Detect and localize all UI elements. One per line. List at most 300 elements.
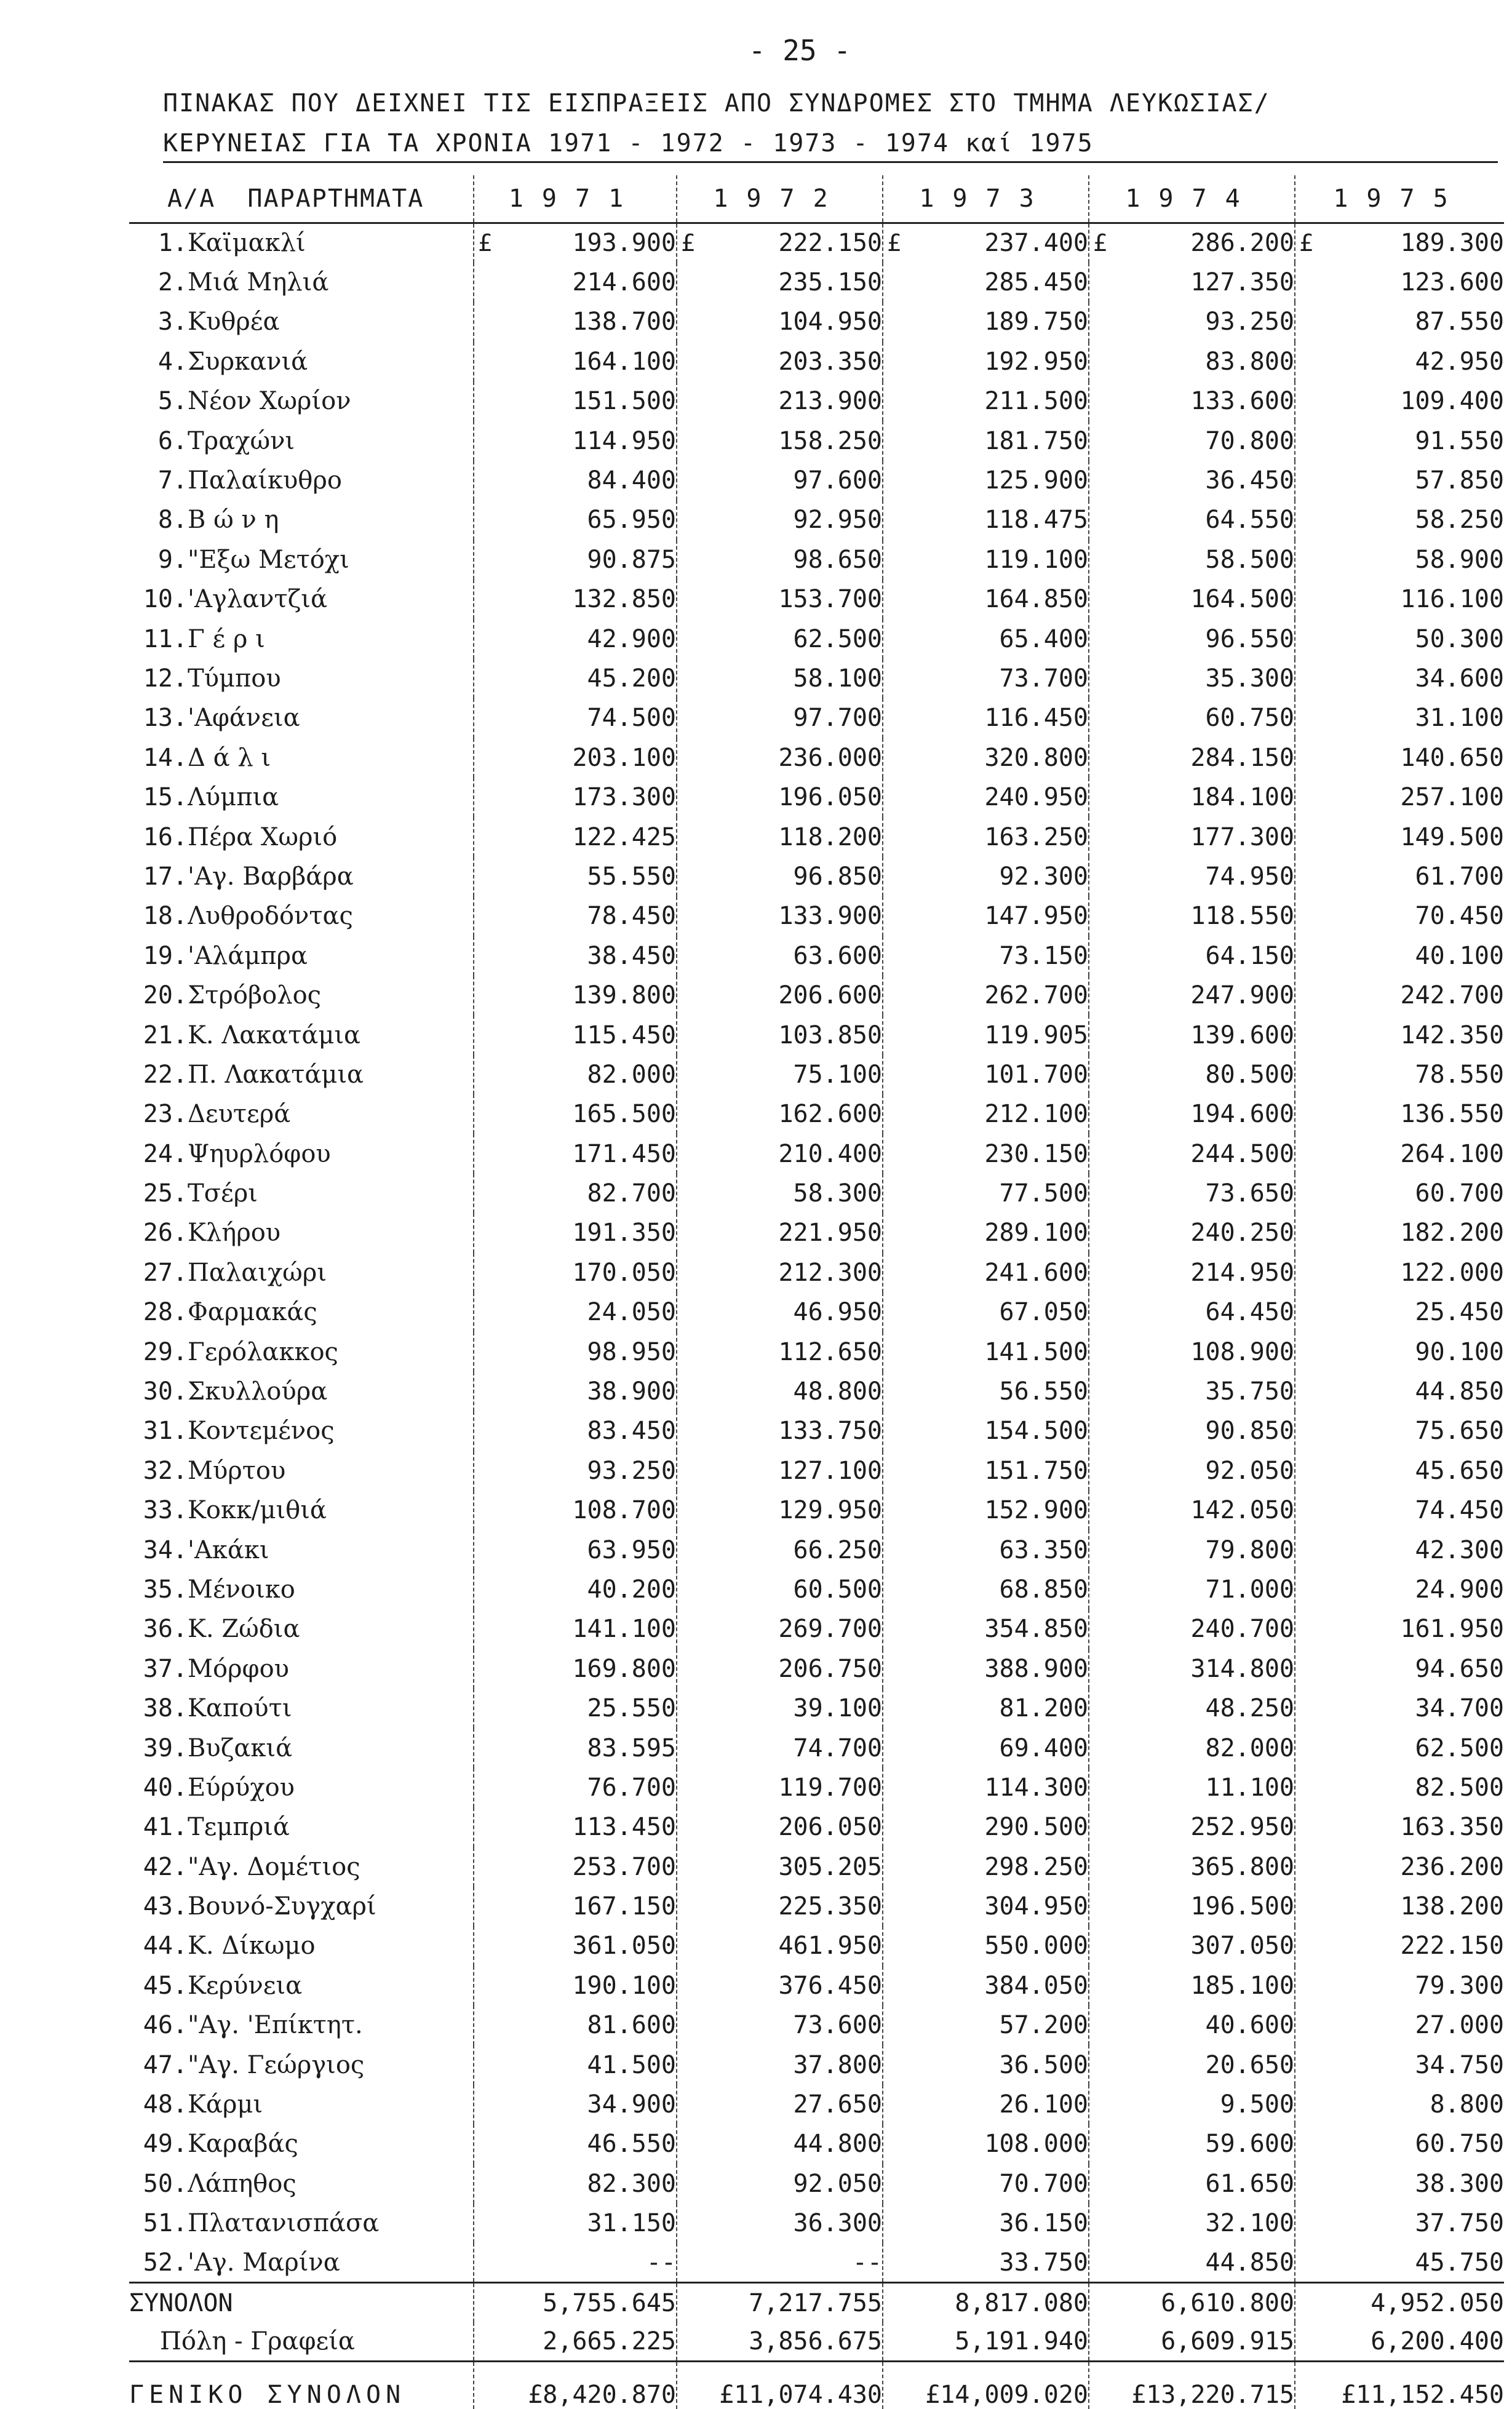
- branch-name: "Αγ. Γεώργιος: [188, 2050, 365, 2079]
- amount-cell: [1295, 381, 1504, 421]
- amount-value: 69.400: [999, 1734, 1089, 1762]
- amount-cell: [677, 302, 883, 341]
- amount-cell: [677, 1807, 883, 1847]
- row-number: 34.: [143, 1535, 188, 1564]
- amount-cell: [1089, 1530, 1295, 1569]
- amount-cell: [1295, 1966, 1504, 2005]
- amount-cell: [1089, 1055, 1295, 1094]
- amount-value: 82.700: [587, 1179, 677, 1208]
- amount-cell: [1089, 1689, 1295, 1728]
- amount-value: 253.700: [572, 1852, 677, 1881]
- amount-cell: [677, 896, 883, 936]
- branch-name: Σκυλλούρα: [188, 1377, 328, 1406]
- amount-value: 211.500: [984, 387, 1089, 416]
- table-row: [129, 1292, 1504, 1332]
- table-row: [129, 461, 1504, 500]
- amount-value: 70.700: [999, 2169, 1089, 2198]
- amount-value: 92.050: [1205, 1456, 1295, 1485]
- table-row: [129, 223, 1504, 263]
- totals-section: [129, 2283, 1504, 2409]
- row-number: 37.: [143, 1654, 188, 1683]
- amount-value: 63.600: [793, 941, 883, 970]
- amount-value: 191.350: [572, 1219, 677, 1248]
- amount-value: 461.950: [778, 1932, 883, 1961]
- table-row: [129, 619, 1504, 658]
- amount-cell: [1295, 738, 1504, 778]
- amount-value: 203.350: [778, 347, 883, 376]
- amount-value: 138.700: [572, 308, 677, 336]
- grand-total-value: £14,009.020: [883, 2362, 1089, 2409]
- amount-value: 164.100: [572, 347, 677, 376]
- amount-value: 206.050: [778, 1813, 883, 1842]
- row-number: 39.: [143, 1734, 188, 1762]
- amount-cell: [677, 1174, 883, 1213]
- amount-cell: [883, 619, 1089, 658]
- amount-value: 225.350: [778, 1892, 883, 1921]
- row-number: 14.: [143, 743, 188, 772]
- row-number: 41.: [143, 1813, 188, 1842]
- amount-cell: [1089, 1966, 1295, 2005]
- amount-cell: [1295, 1926, 1504, 1965]
- branch-name: Κλήρου: [188, 1219, 281, 1248]
- amount-value: 285.450: [984, 268, 1089, 297]
- amount-cell: [883, 698, 1089, 738]
- row-number: 33.: [143, 1496, 188, 1525]
- city-office-value: 6,200.400: [1295, 2322, 1504, 2362]
- branch-name: Καϊμακλί: [188, 229, 306, 258]
- amount-cell: [677, 2204, 883, 2243]
- table-row: [129, 1570, 1504, 1609]
- amount-cell: [1295, 579, 1504, 619]
- amount-cell: [1089, 1253, 1295, 1292]
- amount-value: 221.950: [778, 1219, 883, 1248]
- branch-name: Δ ά λ ι: [188, 743, 271, 772]
- amount-value: 96.850: [793, 862, 883, 891]
- amount-cell: [1089, 2164, 1295, 2204]
- branch-name: Βυζακιά: [188, 1734, 293, 1762]
- header-row: [129, 175, 1504, 223]
- table-row: [129, 1491, 1504, 1530]
- amount-cell: [474, 1411, 677, 1451]
- amount-value: 36.300: [793, 2209, 883, 2238]
- branch-name: "Αγ. Δομέτιος: [188, 1852, 360, 1881]
- table-row: [129, 936, 1504, 976]
- amount-cell: [474, 2005, 677, 2045]
- amount-value: 241.600: [984, 1258, 1089, 1287]
- city-office-label: Πόλη - Γραφεία: [129, 2322, 474, 2362]
- branch-name: Ψηυρλόφου: [188, 1139, 331, 1168]
- amount-cell: [883, 976, 1089, 1015]
- amount-value: 36.500: [999, 2050, 1089, 2079]
- amount-cell: [883, 421, 1089, 460]
- amount-cell: [1295, 2204, 1504, 2243]
- amount-value: 154.500: [984, 1417, 1089, 1446]
- amount-cell: [474, 896, 677, 936]
- amount-value: 11.100: [1205, 1773, 1295, 1802]
- amount-cell: [474, 1134, 677, 1173]
- amount-value: 64.550: [1205, 506, 1295, 535]
- amount-cell: [1089, 1015, 1295, 1054]
- amount-value: 61.700: [1415, 862, 1505, 891]
- amount-value: 93.250: [587, 1456, 677, 1485]
- amount-value: 129.950: [778, 1496, 883, 1525]
- row-number: 7.: [157, 466, 188, 495]
- amount-cell: [1295, 1213, 1504, 1252]
- amount-cell: [1295, 1728, 1504, 1767]
- amount-cell: [883, 1570, 1089, 1609]
- amount-cell: [883, 1253, 1089, 1292]
- amount-cell: [474, 936, 677, 976]
- amount-value: 118.200: [778, 822, 883, 851]
- amount-value: 284.150: [1190, 743, 1295, 772]
- amount-cell: [1295, 1689, 1504, 1728]
- branch-name: Δευτερά: [188, 1100, 291, 1129]
- amount-cell: [677, 1768, 883, 1807]
- amount-cell: [474, 976, 677, 1015]
- table-row: [129, 1768, 1504, 1807]
- amount-cell: [883, 2164, 1089, 2204]
- amount-value: 60.750: [1415, 2130, 1505, 2159]
- amount-value: 58.500: [1205, 545, 1295, 574]
- amount-cell: [1089, 1094, 1295, 1134]
- amount-value: 25.450: [1415, 1298, 1505, 1327]
- amount-cell: [474, 2204, 677, 2243]
- amount-cell: [1295, 778, 1504, 817]
- amount-cell: [883, 1966, 1089, 2005]
- amount-cell: [1295, 2085, 1504, 2124]
- amount-value: 79.300: [1415, 1971, 1505, 2000]
- row-number: 5.: [157, 387, 188, 416]
- table-row: [129, 1807, 1504, 1847]
- amount-value: 376.450: [778, 1971, 883, 2000]
- amount-value: 42.950: [1415, 347, 1505, 376]
- branch-name: 'Αλάμπρα: [188, 941, 308, 970]
- amount-cell: [883, 1768, 1089, 1807]
- amount-value: 212.100: [984, 1100, 1089, 1129]
- amount-cell: [474, 540, 677, 579]
- branch-name: 'Ακάκι: [188, 1535, 269, 1564]
- amount-cell: [1089, 1768, 1295, 1807]
- amount-cell: [1295, 619, 1504, 658]
- amount-value: 163.350: [1400, 1813, 1505, 1842]
- amount-cell: [1295, 857, 1504, 896]
- row-number: 20.: [143, 981, 188, 1010]
- subscriptions-table: [129, 175, 1504, 2409]
- amount-cell: [1089, 1491, 1295, 1530]
- amount-cell: [474, 1728, 677, 1767]
- table-row: [129, 1253, 1504, 1292]
- header-index: Α/Α: [167, 185, 216, 213]
- grand-total-value: £13,220.715: [1089, 2362, 1295, 2409]
- amount-cell: [1089, 1411, 1295, 1451]
- amount-value: 83.595: [587, 1734, 677, 1762]
- amount-value: 123.600: [1400, 268, 1505, 297]
- amount-value: 42.300: [1415, 1535, 1505, 1564]
- amount-cell: [883, 1689, 1089, 1728]
- row-number: 36.: [143, 1615, 188, 1644]
- branch-name: "Αγ. 'Επίκτητ.: [188, 2011, 363, 2040]
- amount-value: 177.300: [1190, 822, 1295, 851]
- amount-value: 173.300: [572, 783, 677, 812]
- amount-value: 87.550: [1415, 308, 1505, 336]
- amount-value: 142.050: [1190, 1496, 1295, 1525]
- amount-value: 108.000: [984, 2130, 1089, 2159]
- amount-cell: [677, 342, 883, 381]
- branch-name: Πέρα Χωριό: [188, 822, 338, 851]
- amount-cell: [1089, 302, 1295, 341]
- amount-cell: [1089, 1649, 1295, 1689]
- amount-value: 185.100: [1190, 1971, 1295, 2000]
- amount-value: 65.950: [587, 506, 677, 535]
- table-row: [129, 1372, 1504, 1411]
- amount-cell: [474, 619, 677, 658]
- amount-cell: [1089, 1292, 1295, 1332]
- table-row: [129, 1689, 1504, 1728]
- amount-value: 60.750: [1205, 704, 1295, 733]
- amount-cell: [1295, 1094, 1504, 1134]
- amount-cell: [677, 263, 883, 302]
- amount-cell: [1295, 342, 1504, 381]
- amount-cell: [677, 1411, 883, 1451]
- branch-name: Κ. Ζώδια: [188, 1615, 300, 1644]
- amount-cell: [474, 1094, 677, 1134]
- branch-name: Λάπηθος: [188, 2169, 296, 2198]
- amount-cell: [883, 1649, 1089, 1689]
- amount-value: 240.250: [1190, 1219, 1295, 1248]
- amount-cell: [677, 2005, 883, 2045]
- branch-name: Β ώ ν η: [188, 506, 279, 535]
- amount-cell: [677, 2045, 883, 2084]
- amount-cell: [1295, 1609, 1504, 1649]
- amount-value: 64.450: [1205, 1298, 1295, 1327]
- amount-value: 314.800: [1190, 1654, 1295, 1683]
- header-branch: ΠΑΡΑΡΤΗΜΑΤΑ: [247, 185, 424, 213]
- row-number: 42.: [143, 1852, 188, 1881]
- amount-cell: [883, 223, 1089, 263]
- branch-name: Εύρύχου: [188, 1773, 295, 1802]
- amount-cell: [883, 540, 1089, 579]
- amount-cell: [677, 2164, 883, 2204]
- amount-cell: [1295, 1292, 1504, 1332]
- amount-value: 119.700: [778, 1773, 883, 1802]
- amount-value: 119.905: [984, 1021, 1089, 1049]
- amount-cell: [883, 1609, 1089, 1649]
- amount-cell: [474, 1807, 677, 1847]
- table-row: [129, 1015, 1504, 1054]
- amount-value: 132.850: [572, 585, 677, 614]
- amount-value: 257.100: [1400, 783, 1505, 812]
- row-number: 6.: [157, 426, 188, 455]
- amount-value: 46.550: [587, 2130, 677, 2159]
- amount-cell: [883, 1134, 1089, 1173]
- amount-cell: [677, 421, 883, 460]
- amount-cell: [677, 936, 883, 976]
- amount-value: 192.950: [984, 347, 1089, 376]
- amount-cell: [883, 1332, 1089, 1371]
- amount-cell: [1089, 1887, 1295, 1926]
- amount-cell: [1295, 1411, 1504, 1451]
- branch-name: Στρόβολος: [188, 981, 322, 1010]
- amount-cell: [474, 698, 677, 738]
- amount-cell: [474, 778, 677, 817]
- table-row: [129, 1213, 1504, 1252]
- row-number: 43.: [143, 1892, 188, 1921]
- table-row: [129, 698, 1504, 738]
- amount-value: 50.300: [1415, 624, 1505, 653]
- amount-value: 59.600: [1205, 2130, 1295, 2159]
- amount-value: 66.250: [793, 1535, 883, 1564]
- amount-value: 354.850: [984, 1615, 1089, 1644]
- amount-cell: [474, 1253, 677, 1292]
- currency-symbol: £: [1299, 229, 1313, 257]
- amount-cell: [474, 2164, 677, 2204]
- amount-cell: [474, 461, 677, 500]
- amount-value: 48.250: [1205, 1694, 1295, 1723]
- table-row: [129, 738, 1504, 778]
- amount-value: 75.100: [793, 1060, 883, 1089]
- amount-cell: [474, 500, 677, 540]
- amount-cell: [474, 1649, 677, 1689]
- amount-cell: [677, 817, 883, 856]
- amount-value: 91.550: [1415, 426, 1505, 455]
- amount-value: 34.750: [1415, 2050, 1505, 2079]
- amount-value: 214.950: [1190, 1258, 1295, 1287]
- branch-name: Κυθρέα: [188, 308, 280, 336]
- amount-cell: [677, 2243, 883, 2282]
- amount-cell: [1089, 1807, 1295, 1847]
- amount-value: 25.550: [587, 1694, 677, 1723]
- amount-cell: [1089, 421, 1295, 460]
- header-year: 1974: [1089, 175, 1295, 223]
- amount-cell: [677, 1094, 883, 1134]
- amount-cell: [474, 2045, 677, 2084]
- amount-value: 193.900: [572, 229, 677, 258]
- amount-value: 116.450: [984, 704, 1089, 733]
- branch-name: Συρκανιά: [188, 347, 308, 376]
- amount-cell: [883, 2085, 1089, 2124]
- amount-cell: [1089, 223, 1295, 263]
- amount-value: 196.500: [1190, 1892, 1295, 1921]
- table-row: [129, 1055, 1504, 1094]
- amount-value: 92.950: [793, 506, 883, 535]
- amount-value: 37.800: [793, 2050, 883, 2079]
- amount-value: 41.500: [587, 2050, 677, 2079]
- amount-cell: [1089, 1570, 1295, 1609]
- amount-cell: [1089, 976, 1295, 1015]
- amount-cell: [883, 738, 1089, 778]
- currency-symbol: £: [681, 229, 695, 257]
- row-number: 40.: [143, 1773, 188, 1802]
- amount-value: 118.475: [984, 506, 1089, 535]
- amount-value: 171.450: [572, 1139, 677, 1168]
- amount-value: 103.850: [778, 1021, 883, 1049]
- row-number: 28.: [143, 1298, 188, 1327]
- row-number: 24.: [143, 1139, 188, 1168]
- branch-name: Τεμπριά: [188, 1813, 290, 1842]
- city-office-value: 6,609.915: [1089, 2322, 1295, 2362]
- amount-cell: [1295, 2164, 1504, 2204]
- amount-value: 237.400: [984, 229, 1089, 258]
- amount-value: 84.400: [587, 466, 677, 495]
- amount-value: 203.100: [572, 743, 677, 772]
- amount-cell: [1089, 2005, 1295, 2045]
- amount-value: 236.000: [778, 743, 883, 772]
- row-number: 9.: [157, 545, 188, 574]
- amount-cell: [474, 857, 677, 896]
- amount-value: 67.050: [999, 1298, 1089, 1327]
- amount-value: 34.600: [1415, 664, 1505, 693]
- table-row: [129, 1134, 1504, 1173]
- amount-value: 158.250: [778, 426, 883, 455]
- amount-cell: [883, 579, 1089, 619]
- amount-value: 388.900: [984, 1654, 1089, 1683]
- amount-value: 142.350: [1400, 1021, 1505, 1049]
- amount-cell: [677, 1253, 883, 1292]
- amount-value: 109.400: [1400, 387, 1505, 416]
- amount-cell: [883, 2243, 1089, 2282]
- table-title-line-1: ΠΙΝΑΚΑΣ ΠΟΥ ΔΕΙΧΝΕΙ ΤΙΣ ΕΙΣΠΡΑΞΕΙΣ ΑΠΟ ΣΥΝΔΡΟΜΕΣ ΣΤΟ ΤΜΗΜΑ ΛΕΥΚΩΣΙΑΣ/: [163, 89, 1270, 117]
- amount-cell: [474, 1174, 677, 1213]
- amount-cell: [1295, 1570, 1504, 1609]
- amount-cell: [677, 1134, 883, 1173]
- amount-value: 98.950: [587, 1337, 677, 1366]
- amount-cell: [474, 1887, 677, 1926]
- amount-cell: [677, 1292, 883, 1332]
- amount-cell: [677, 1887, 883, 1926]
- row-number: 35.: [143, 1575, 188, 1604]
- amount-value: 149.500: [1400, 822, 1505, 851]
- amount-cell: [1089, 1213, 1295, 1252]
- amount-cell: [1089, 1332, 1295, 1371]
- branch-name: Τύμπου: [188, 664, 281, 693]
- amount-value: 31.150: [587, 2209, 677, 2238]
- amount-value: 206.600: [778, 981, 883, 1010]
- amount-cell: [474, 817, 677, 856]
- amount-value: 189.750: [984, 308, 1089, 336]
- row-number: 32.: [143, 1456, 188, 1485]
- table-row: [129, 2005, 1504, 2045]
- amount-value: 73.600: [793, 2011, 883, 2040]
- amount-cell: [1295, 223, 1504, 263]
- amount-value: 24.050: [587, 1298, 677, 1327]
- amount-value: 31.100: [1415, 704, 1505, 733]
- amount-cell: [1089, 619, 1295, 658]
- amount-cell: [677, 1649, 883, 1689]
- row-number: 23.: [143, 1100, 188, 1129]
- amount-value: 34.900: [587, 2090, 677, 2119]
- amount-cell: [883, 1174, 1089, 1213]
- branch-name: Παλαιχώρι: [188, 1258, 327, 1287]
- amount-cell: [677, 1015, 883, 1054]
- table-row: [129, 1094, 1504, 1134]
- amount-value: 116.100: [1400, 585, 1505, 614]
- table-row: [129, 778, 1504, 817]
- amount-cell: [1089, 857, 1295, 896]
- row-number: 8.: [157, 506, 188, 535]
- table-row: [129, 540, 1504, 579]
- header-year: 1971: [474, 175, 677, 223]
- amount-value: 60.500: [793, 1575, 883, 1604]
- amount-cell: [1295, 1530, 1504, 1569]
- row-number: 44.: [143, 1932, 188, 1961]
- amount-cell: [474, 659, 677, 698]
- amount-cell: [1089, 698, 1295, 738]
- amount-value: 74.950: [1205, 862, 1295, 891]
- amount-value: 58.100: [793, 664, 883, 693]
- row-number: 11.: [143, 624, 188, 653]
- total-row: [129, 2283, 1504, 2322]
- amount-value: 61.650: [1205, 2169, 1295, 2198]
